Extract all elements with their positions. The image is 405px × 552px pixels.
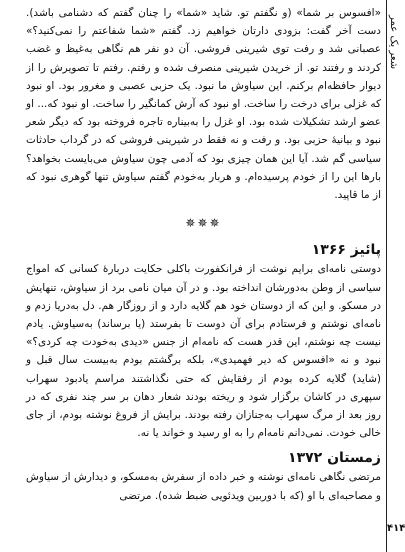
section2-title: پائیز ۱۳۶۶: [311, 242, 381, 259]
section-separator: ✵✵✵: [185, 216, 222, 231]
margin-rule: [386, 0, 387, 552]
page-number: ۴۱۴: [387, 523, 405, 534]
running-header: شعر یک عمر: [388, 14, 399, 70]
section3-paragraph: مرتضی نگاهی نامه‌ای نوشته و خبر داده از سفرش به‌مسکو، و دیدارش از سیاوش و مصاحبه‌ای با او (که با دوربین ویدئویی ضبط شده). مرتضی: [26, 471, 381, 502]
section2-paragraph: دوستی نامه‌ای برایم نوشت از فرانکفورت باکلی حکایت دربارهٔ کسانی که امواج سیاسی از وطن به‌دورشان انداخته بود. و در آن میان نامی برد از سیاوش، تنهایش در مسکو. و این که از دوستان خود هم گلایه دارد و از روزگار هم. دل به‌دریا زدم و نامه‌ای نوشتم و فرستادم برای آن دوست تا بفرستد (یا برساند) به‌سیاوش. یادم نیست چه نوشتم، این قدر هست که نامه‌ام از جنس «دیدی به‌خودت چه کردی؟» نبود و نه «افسوس که دیر فهمیدی»، بلکه برگشتم بودم به‌بیست سال قبل و (شاید) گلایه کرده بودم از رفقایش که حتی نگذاشتند مراسم یادبود سهراب سپهری در کاشان برگزار شود و ریخته بودند شعار دهان بر سر چند نفری که در روز بعد از مرگ سهراب به‌جنازان رفته بودند. برایش از فروغ نوشته بودم، از جای خالی خودت. نمی‌دانم نامه‌ام را به او رسید و خواند یا نه.: [26, 263, 381, 440]
section1-paragraph: «افسوس بر شما» (و نگفتم تو. شاید «شما» را چنان گفتم که دشنامی باشد). دست آخر گفت: بزودی دارتان خواهیم زد. گفتم «شما شفاعتم را نمی‌کنید؟» عصبانی شد و رفت توی شیرینی فروشی. آن دو نفر هم نگاهی به‌غیظ و غضب کردند و رفتند تو. از خریدن شیرینی منصرف شده و رفتم. رفتم تا تصویرش را از دیوار حافظه‌ام برکنم. این سیاوش ما نبود. یک حزبی عصبی و مغرور بود. او نبود که غزلی برای درخت را ساخت. او نبود که آرش کمانگیر را ساخت. او نبود که... او عضو ارشد تشکیلات شده بود. او غزل را به‌بیناره تاجره فروخته بود که دیگر شعر نبود و بیانیهٔ حزبی بود. و رفت و نه فقط در شیرینی فروشی که در گرداب حادثات سیاسی گم شد. آیا این همان چیزی بود که آدمی چون سیاوش می‌بایست بخواهد؟ بارها این را از خودم پرسیده‌ام. و هربار به‌خودم گفتم سیاوش تنها گوهری نبود که از ما قاپید.: [26, 7, 381, 202]
page-body: [26, 4, 381, 505]
section3-title: زمستان ۱۳۷۲: [288, 450, 381, 467]
